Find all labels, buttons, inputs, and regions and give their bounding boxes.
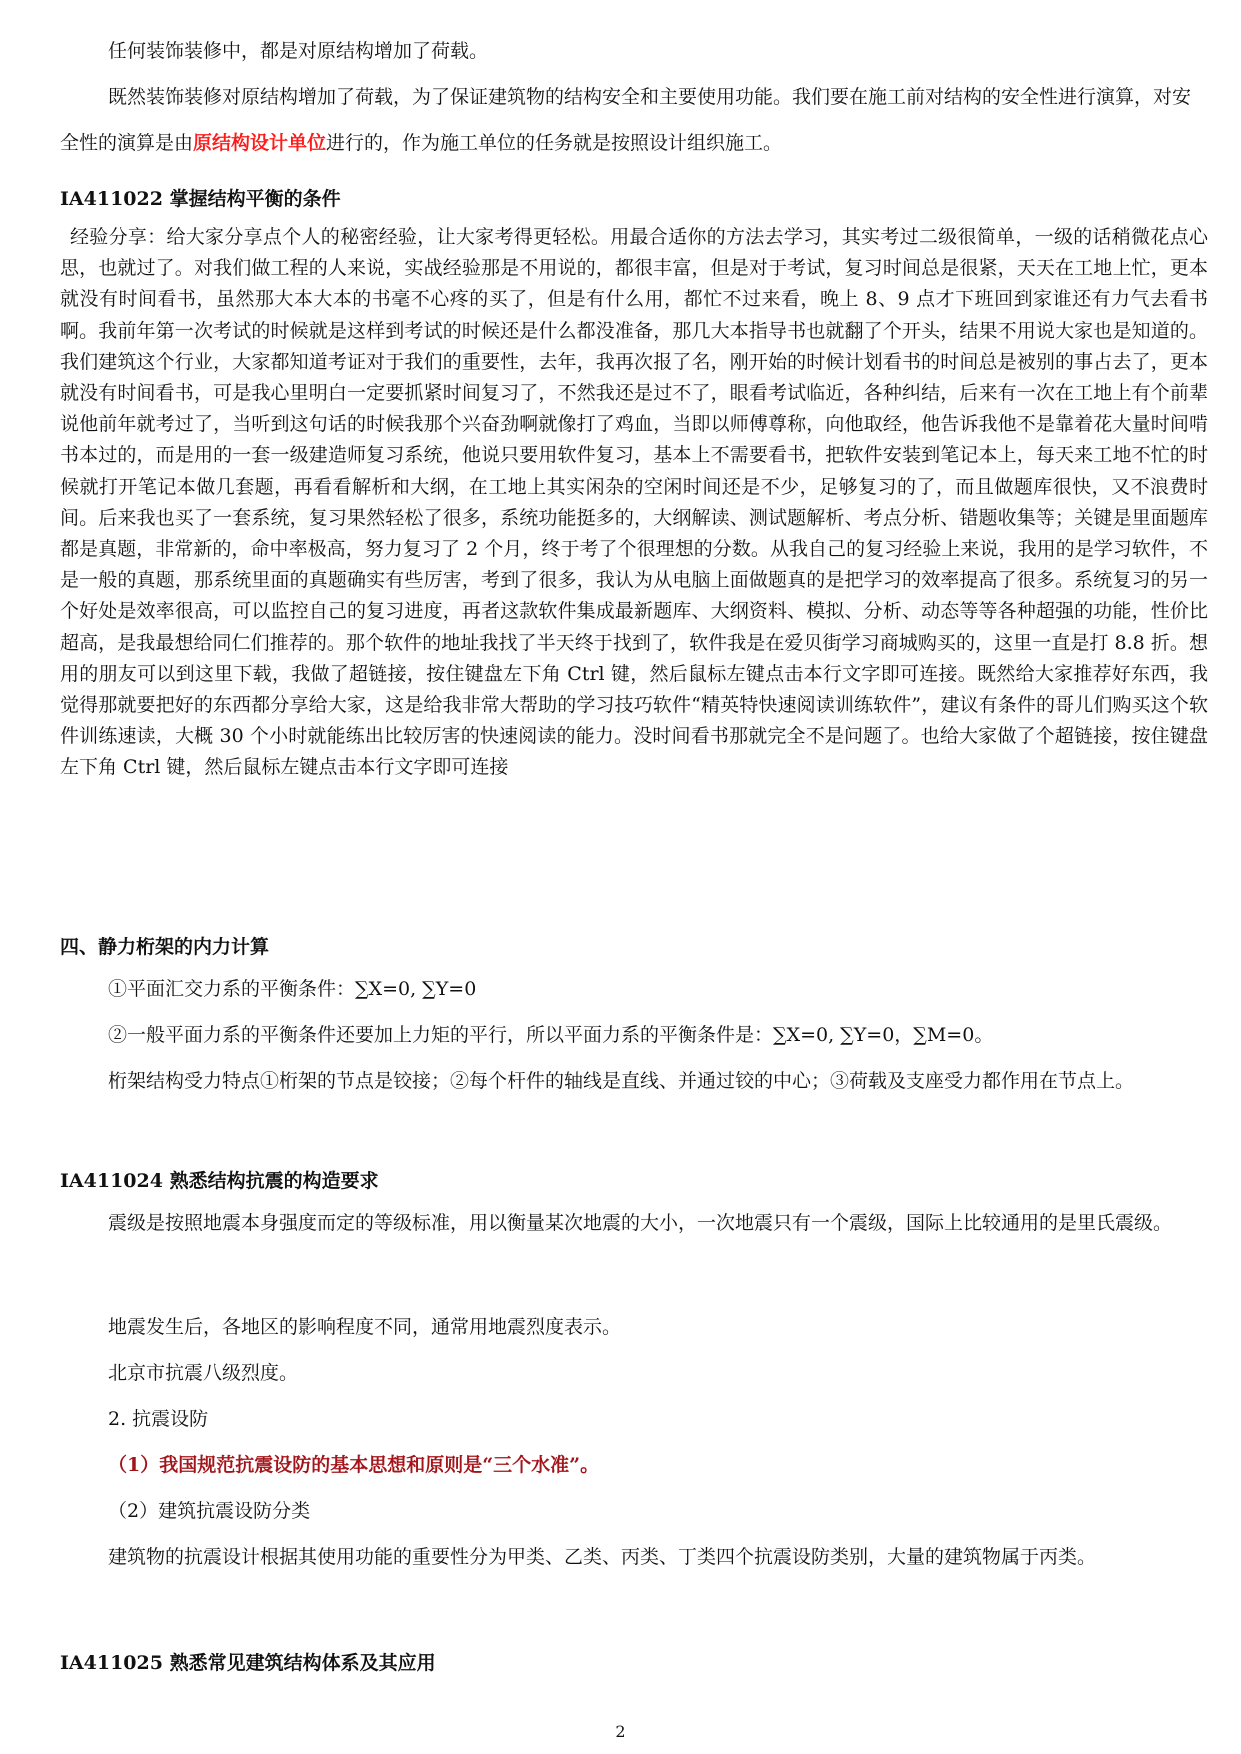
paragraph-structure-safety-pre: 既然装饰装修对原结构增加了荷载，为了保证建筑物的结构安全和主要使用功能。我们要在施工前对结构的安全性进行演算，对安全性的演算是由 [60,86,1192,154]
paragraph-magnitude: 震级是按照地震本身强度而定的等级标准，用以衡量某次地震的大小，一次地震只有一个震级，国际上比较通用的是里氏震级。 [108,1212,1173,1234]
paragraph-beijing-intensity: 北京市抗震八级烈度。 [108,1362,299,1384]
paragraph-structure-safety-post: 进行的，作为施工单位的任务就是按照设计组织施工。 [326,132,783,154]
highlight-original-design-unit: 原结构设计单位 [193,132,327,154]
paragraph-three-levels: （1）我国规范抗震设防的基本思想和原则是“三个水准”。 [108,1454,600,1476]
paragraph-concurrent-force-equilibrium: ①平面汇交力系的平衡条件：∑X=0, ∑Y=0 [108,978,477,1000]
section-heading-ia411025: IA411025 熟悉常见建筑结构体系及其应用 [60,1652,436,1674]
paragraph-seismic-fortification: 2. 抗震设防 [108,1408,209,1430]
paragraph-truss-characteristics: 桁架结构受力特点①桁架的节点是铰接；②每个杆件的轴线是直线、并通过铰的中心；③荷载及支座受力都作用在节点上。 [108,1070,1135,1092]
paragraph-intensity: 地震发生后，各地区的影响程度不同，通常用地震烈度表示。 [108,1316,622,1338]
page-number: 2 [615,1722,626,1741]
paragraph-general-force-equilibrium: ②一般平面力系的平衡条件还要加上力矩的平行，所以平面力系的平衡条件是：∑X=0, ∑Y=0，∑M=0。 [108,1024,994,1046]
section-heading-ia411024: IA411024 熟悉结构抗震的构造要求 [60,1170,379,1192]
experience-sharing-paragraph: 经验分享：给大家分享点个人的秘密经验，让大家考得更轻松。用最合适你的方法去学习，其实考过二级很简单，一级的话稍微花点心思，也就过了。对我们做工程的人来说，实战经验那是不用说的，都很丰富，但是对于考试，复习时间总是很紧，天天在工地上忙，更本就没有时间看书，虽然那大本大本的书毫不心疼的买了，但是有什么用，都忙不过来看，晚上 8、9 点才下班回到家谁还有力气去看书啊。我前年第一次考试的时候就是这样到考试的时候还是什么都没准备，那几大本指导书也就翻了个开头，结果不用说大家也是知道的。我们建筑这个行业，大家都知道考证对于我们的重要性，去年，我再次报了名，刚开始的时候计划看书的时间总是被别的事占去了，更本就没有时间看书，可是我心里明白一定要抓紧时间复习了，不然我还是过不了，眼看考试临近，各种纠结，后来有一次在工地上有个前辈说他前年就考过了，当听到这句话的时候我那个兴奋劲啊就像打了鸡血，当即以师傅尊称，向他取经，他告诉我他不是靠着花大量时间啃书本过的，而是用的一套一级建造师复习系统，他说只要用软件复习，基本上不需要看书，把软件安装到笔记本上，每天来工地不忙的时候就打开笔记本做几套题，再看看解析和大纲，在工地上其实闲杂的空闲时间还是不少，足够复习的了，而且做题库很快，又不浪费时间。后来我也买了一套系统，复习果然轻松了很多，系统功能挺多的，大纲解读、测试题解析、考点分析、错题收集等；关键是里面题库都是真题，非常新的，命中率极高，努力复习了 2 个月，终于考了个很理想的分数。从我自己的复习经验上来说，我用的是学习软件，不是一般的真题，那系统里面的真题确实有些厉害，考到了很多，我认为从电脑上面做题真的是把学习的效率提高了很多。系统复习的另一个好处是效率很高，可以监控自己的复习进度，再者这款软件集成最新题库、大纲资料、模拟、分析、动态等等各种超强的功能，性价比超高，是我最想给同仁们推荐的。那个软件的地址我找了半天终于找到了，软件我是在爱贝街学习商城购买的，这里一直是打 8.8 折。想用的朋友可以到这里下载，我做了超链接，按住键盘左下角 Ctrl 键，然后鼠标左键点击本行文字即可连接。既然给大家推荐好东西，我觉得那就要把好的东西都分享给大家，这是给我非常大帮助的学习技巧软件“精英特快速阅读训练软件”，建议有条件的哥儿们购买这个软件训练速读，大概 30 个小时就能练出比较厉害的快速阅读的能力。没时间看书那就完全不是问题了。也给大家做了个超链接，按住键盘左下角 Ctrl 键，然后鼠标左键点击本行文字即可连接 [60,226,1208,779]
paragraph-fortification-classification: （2）建筑抗震设防分类 [108,1500,311,1522]
paragraph-structure-safety [60,74,1208,166]
paragraph-building-categories: 建筑物的抗震设计根据其使用功能的重要性分为甲类、乙类、丙类、丁类四个抗震设防类别，大量的建筑物属于丙类。 [108,1546,1097,1568]
section-heading-truss-force: 四、静力桁架的内力计算 [60,936,270,958]
section-heading-ia411022: IA411022 掌握结构平衡的条件 [60,188,341,210]
paragraph-decoration-load: 任何装饰装修中，都是对原结构增加了荷载。 [108,40,489,62]
